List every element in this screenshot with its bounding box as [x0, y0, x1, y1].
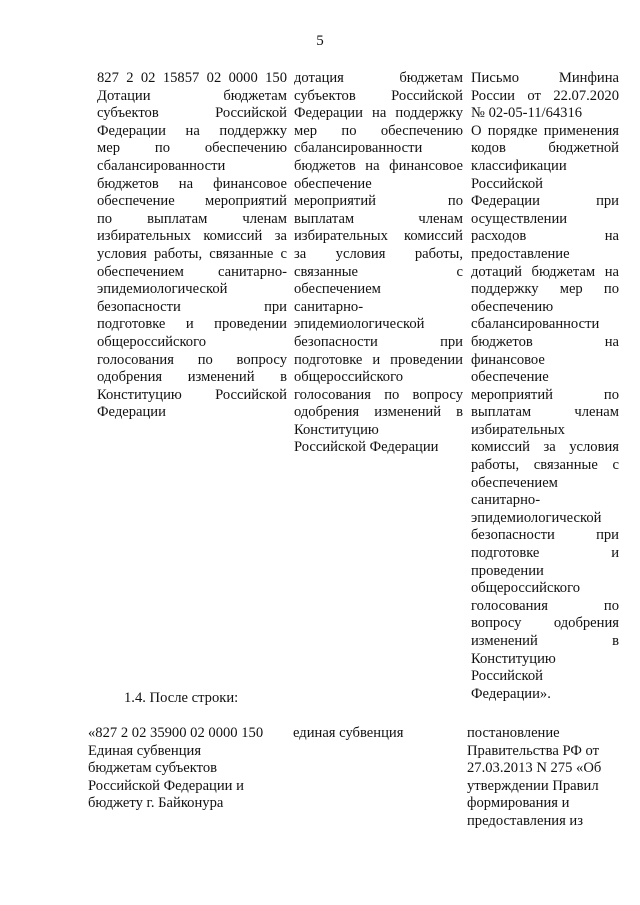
cell-line: изменений в: [471, 633, 619, 649]
table-cell-description-2: [293, 725, 463, 743]
cell-line: голосования по вопросу: [294, 386, 463, 403]
cell-line: эпидемиологической: [294, 316, 425, 333]
cell-line: одобрения изменений в: [294, 404, 463, 421]
cell-line: по выплатам членам: [97, 210, 287, 227]
cell-line: общероссийского: [294, 369, 404, 386]
cell-line: мер по обеспечению: [294, 122, 463, 139]
cell-line: О порядке применения: [471, 122, 619, 139]
cell-line: сбалансированности: [294, 140, 423, 157]
cell-line: субъектов Российской: [97, 105, 287, 122]
cell-line: обеспечением санитарно-: [97, 263, 287, 280]
cell-line: подготовке и проведении: [97, 316, 287, 333]
cell-line: Федерации: [97, 404, 166, 421]
cell-line: за условия работы,: [294, 245, 463, 262]
cell-line: Федерации на поддержку: [97, 122, 287, 139]
cell-line: комиссий за условия: [471, 439, 619, 456]
cell-line: поддержку мер по: [471, 281, 619, 298]
cell-line: сбалансированности: [471, 316, 600, 333]
cell-line: безопасности при: [294, 333, 463, 350]
cell-line: вопросу одобрения: [471, 615, 619, 632]
cell-line: безопасности при: [471, 527, 619, 544]
cell-line: подготовке и: [471, 545, 619, 562]
cell-line: предоставление: [471, 245, 570, 262]
cell-line: «827 2 02 35900 02 0000 150: [88, 725, 264, 741]
cell-line: выплатам членам: [294, 210, 463, 227]
cell-line: Конституцию: [294, 421, 379, 438]
cell-line: Российской: [471, 175, 543, 192]
cell-line: дотаций бюджетам на: [471, 263, 619, 280]
cell-line: утверждении Правил: [467, 777, 599, 794]
cell-line: бюджету г. Байконура: [88, 795, 224, 812]
cell-line: сбалансированности: [97, 157, 226, 174]
cell-line: бюджетов на финансовое: [97, 175, 287, 192]
cell-line: избирательных: [471, 421, 565, 438]
cell-line: обеспечением: [294, 281, 381, 298]
cell-line: безопасности при: [97, 298, 287, 315]
cell-line: общероссийского: [471, 580, 581, 597]
cell-line: единая субвенция: [293, 725, 404, 741]
cell-line: санитарно-: [471, 492, 541, 509]
table-cell-code-name-2: [88, 725, 288, 813]
cell-line: избирательных комиссий: [294, 228, 463, 245]
cell-line: дотация бюджетам: [294, 70, 463, 86]
cell-line: связанные с: [294, 263, 463, 280]
cell-line: России от 22.07.2020: [471, 87, 619, 104]
cell-line: Федерации при: [471, 193, 619, 210]
cell-line: мероприятий по: [294, 193, 463, 210]
table-cell-legal-basis-2: [467, 725, 619, 831]
cell-line: выплатам членам: [471, 404, 619, 421]
cell-line: обеспечением: [471, 474, 558, 491]
cell-line: бюджетам субъектов: [88, 760, 218, 777]
cell-line: общероссийского: [97, 333, 207, 350]
cell-line: обеспечение: [471, 369, 549, 386]
cell-line: формирования и: [467, 795, 570, 812]
cell-line: обеспечение мероприятий: [97, 193, 287, 210]
cell-line: расходов на: [471, 228, 619, 245]
cell-line: мероприятий по: [471, 386, 619, 403]
table-cell-legal-basis: [471, 70, 619, 703]
cell-line: Федерации на поддержку: [294, 105, 463, 122]
cell-line: работы, связанные с: [471, 457, 619, 474]
cell-line: эпидемиологической: [97, 281, 228, 298]
cell-line: субъектов Российской: [294, 87, 463, 104]
page-number: 5: [316, 33, 324, 49]
cell-line: осуществлении: [471, 210, 568, 227]
paragraph-after-line: 1.4. После строки:: [124, 690, 239, 706]
cell-line: бюджетов на финансовое: [294, 157, 463, 174]
cell-line: 27.03.2013 N 275 «Об: [467, 760, 602, 777]
cell-line: голосования по: [471, 597, 619, 614]
cell-line: № 02-05-11/64316: [471, 105, 583, 122]
cell-line: подготовке и проведении: [294, 351, 463, 368]
cell-line: Федерации».: [471, 685, 551, 702]
cell-line: голосования по вопросу: [97, 351, 287, 368]
cell-line: предоставления из: [467, 812, 584, 829]
cell-line: обеспечению: [471, 298, 554, 315]
cell-line: кодов бюджетной: [471, 140, 619, 157]
cell-line: Единая субвенция: [88, 742, 202, 759]
cell-line: эпидемиологической: [471, 509, 602, 526]
cell-line: Конституцию Российской: [97, 386, 287, 403]
cell-line: обеспечение: [294, 175, 372, 192]
cell-line: мер по обеспечению: [97, 140, 287, 157]
cell-line: Дотации бюджетам: [97, 87, 287, 104]
cell-line: финансовое: [471, 351, 545, 368]
cell-line: санитарно-: [294, 298, 364, 315]
cell-line: постановление: [467, 725, 560, 741]
cell-line: Правительства РФ от: [467, 742, 600, 759]
cell-line: Российской Федерации и: [88, 777, 244, 794]
cell-line: 827 2 02 15857 02 0000 150: [97, 70, 287, 86]
cell-line: классификации: [471, 157, 567, 174]
cell-line: бюджетов на: [471, 333, 619, 350]
cell-line: Российской: [471, 668, 543, 685]
cell-line: Российской Федерации: [294, 439, 439, 456]
cell-line: Письмо Минфина: [471, 70, 619, 86]
table-cell-description: [294, 70, 463, 457]
table-cell-code-name: [97, 70, 287, 422]
cell-line: одобрения изменений в: [97, 369, 287, 386]
cell-line: избирательных комиссий за: [97, 228, 287, 245]
cell-line: Конституцию: [471, 650, 556, 667]
cell-line: условия работы, связанные с: [97, 245, 287, 262]
cell-line: проведении: [471, 562, 544, 579]
